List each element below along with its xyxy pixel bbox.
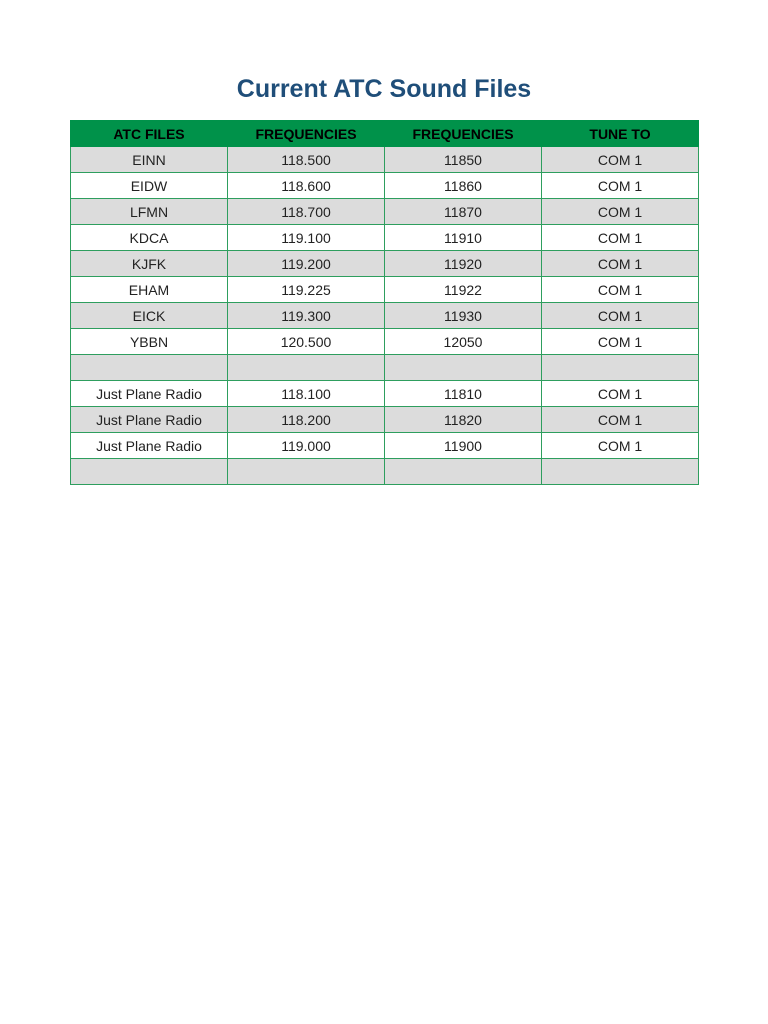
page-title: Current ATC Sound Files: [236, 75, 532, 103]
cell-tune-to: [542, 459, 699, 485]
table-row: [71, 433, 699, 459]
header-atc-files: ATC FILES: [71, 121, 228, 147]
table-row: [71, 225, 699, 251]
cell-frequency: [228, 355, 385, 381]
table-row: [71, 459, 699, 485]
table-row: [71, 199, 699, 225]
cell-atc-file: EICK: [71, 303, 228, 329]
cell-frequency: 119.000: [228, 433, 385, 459]
cell-tune-to: COM 1: [542, 329, 699, 355]
cell-frequency: [228, 459, 385, 485]
cell-atc-file: Just Plane Radio: [71, 381, 228, 407]
cell-tune-to: COM 1: [542, 199, 699, 225]
cell-frequency-alt: [385, 459, 542, 485]
cell-frequency: 119.200: [228, 251, 385, 277]
cell-frequency-alt: 11860: [385, 173, 542, 199]
cell-tune-to: COM 1: [542, 147, 699, 173]
cell-frequency: 118.700: [228, 199, 385, 225]
cell-frequency-alt: 11820: [385, 407, 542, 433]
header-frequencies: FREQUENCIES: [228, 121, 385, 147]
cell-frequency: 119.300: [228, 303, 385, 329]
table-row: [71, 251, 699, 277]
header-frequencies-2: FREQUENCIES: [385, 121, 542, 147]
cell-tune-to: COM 1: [542, 303, 699, 329]
cell-atc-file: EHAM: [71, 277, 228, 303]
cell-atc-file: LFMN: [71, 199, 228, 225]
atc-files-table: [70, 120, 699, 485]
table-row: [71, 355, 699, 381]
cell-tune-to: COM 1: [542, 173, 699, 199]
table-row: [71, 329, 699, 355]
table-row: [71, 303, 699, 329]
cell-frequency-alt: 11930: [385, 303, 542, 329]
cell-frequency-alt: [385, 355, 542, 381]
cell-frequency-alt: 12050: [385, 329, 542, 355]
cell-frequency-alt: 11910: [385, 225, 542, 251]
cell-atc-file: KDCA: [71, 225, 228, 251]
cell-atc-file: EINN: [71, 147, 228, 173]
cell-frequency-alt: 11920: [385, 251, 542, 277]
cell-atc-file: [71, 459, 228, 485]
table-row: [71, 407, 699, 433]
cell-frequency: 120.500: [228, 329, 385, 355]
cell-atc-file: Just Plane Radio: [71, 433, 228, 459]
cell-tune-to: COM 1: [542, 251, 699, 277]
cell-frequency-alt: 11850: [385, 147, 542, 173]
header-tune-to: TUNE TO: [542, 121, 699, 147]
cell-tune-to: COM 1: [542, 225, 699, 251]
cell-atc-file: [71, 355, 228, 381]
table-row: [71, 277, 699, 303]
cell-frequency: 118.100: [228, 381, 385, 407]
cell-tune-to: COM 1: [542, 407, 699, 433]
cell-tune-to: [542, 355, 699, 381]
cell-atc-file: YBBN: [71, 329, 228, 355]
cell-atc-file: KJFK: [71, 251, 228, 277]
cell-frequency-alt: 11870: [385, 199, 542, 225]
cell-frequency: 118.600: [228, 173, 385, 199]
table-row: [71, 147, 699, 173]
table-row: [71, 173, 699, 199]
cell-tune-to: COM 1: [542, 433, 699, 459]
cell-frequency-alt: 11810: [385, 381, 542, 407]
cell-frequency-alt: 11922: [385, 277, 542, 303]
cell-atc-file: EIDW: [71, 173, 228, 199]
cell-frequency: 119.225: [228, 277, 385, 303]
table-header-row: [71, 121, 699, 147]
cell-tune-to: COM 1: [542, 277, 699, 303]
cell-tune-to: COM 1: [542, 381, 699, 407]
cell-frequency: 118.500: [228, 147, 385, 173]
cell-atc-file: Just Plane Radio: [71, 407, 228, 433]
cell-frequency: 118.200: [228, 407, 385, 433]
cell-frequency-alt: 11900: [385, 433, 542, 459]
table-body: [71, 147, 699, 485]
cell-frequency: 119.100: [228, 225, 385, 251]
table-row: [71, 381, 699, 407]
